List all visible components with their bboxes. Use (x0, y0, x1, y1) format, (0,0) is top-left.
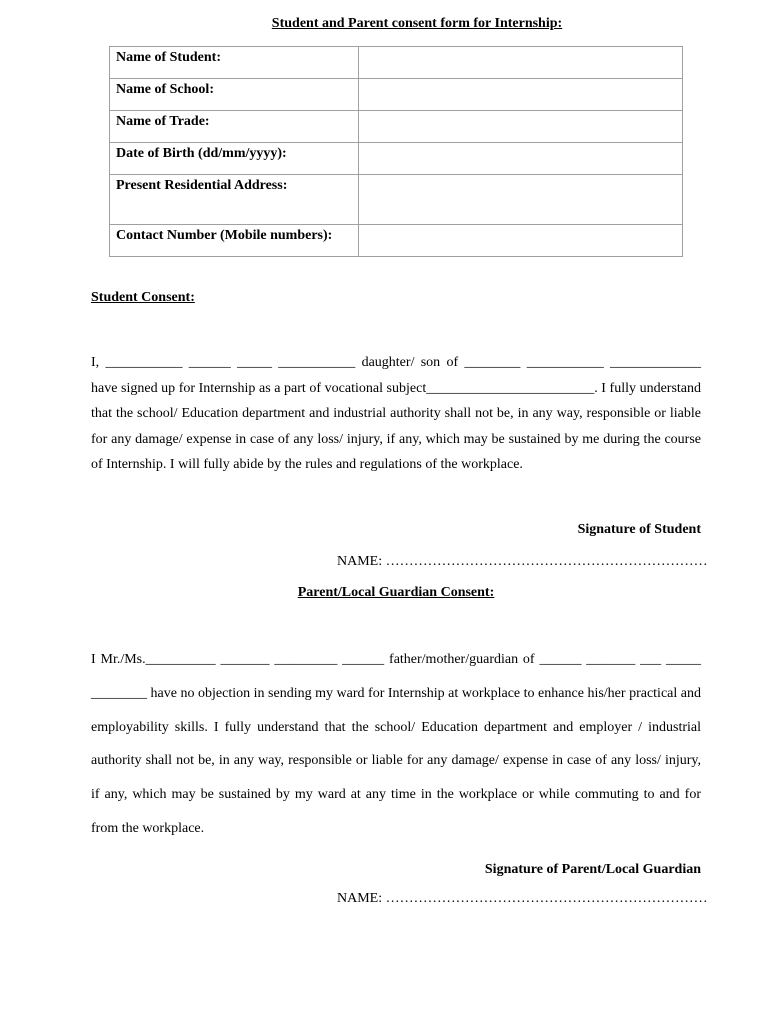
field-label-address: Present Residential Address: (110, 175, 359, 225)
parent-name-line: NAME: …………………………………………………………… (337, 891, 708, 906)
table-row (110, 225, 683, 257)
parent-consent-heading: Parent/Local Guardian Consent: (297, 585, 495, 600)
field-value-trade[interactable] (359, 111, 683, 143)
table-row (110, 47, 683, 79)
field-label-school-name: Name of School: (110, 79, 359, 111)
field-label-trade: Name of Trade: (110, 111, 359, 143)
field-value-school-name[interactable] (359, 79, 683, 111)
field-value-address[interactable] (359, 175, 683, 225)
field-value-student-name[interactable] (359, 47, 683, 79)
field-label-student-name: Name of Student: (110, 47, 359, 79)
field-label-date-of-birth: Date of Birth (dd/mm/yyyy): (110, 143, 359, 175)
student-consent-paragraph: I, ___________ ______ _____ ___________ daughter/ son of ________ ___________ _____________ have signed up for Internship as a part of vocational subject________________________. I fully understand that the school/ Education department and industrial authority shall not be, in any way, responsible or liable for any damage/ expense in case of any loss/ injury, if any, which may be sustained by me during the course of Internship. I will fully abide by the rules and regulations of the workplace. (91, 355, 701, 472)
table-row (110, 111, 683, 143)
table-row (110, 79, 683, 111)
student-name-line: NAME: …………………………………………………………… (337, 554, 708, 569)
field-label-contact-number: Contact Number (Mobile numbers): (110, 225, 359, 257)
student-consent-heading: Student Consent: (91, 290, 195, 305)
student-signature-label: Signature of Student (577, 522, 701, 537)
form-title: Student and Parent consent form for Internship: (271, 16, 563, 31)
field-value-date-of-birth[interactable] (359, 143, 683, 175)
field-value-contact-number[interactable] (359, 225, 683, 257)
parent-consent-paragraph: I Mr./Ms.__________ _______ _________ ______ father/mother/guardian of ______ _______ ___ _____ ________ have no objection in sending my ward for Internship at workplace to enhance his/her practical and employability skills. I fully understand that the school/ Education department and employer / industrial authority shall not be, in any way, responsible or liable for any damage/ expense in case of any loss/ injury, if any, which may be sustained by my ward at any time in the workplace or while commuting to and for from the workplace. (91, 652, 701, 836)
table-row (110, 175, 683, 225)
student-info-table (109, 46, 683, 257)
parent-signature-label: Signature of Parent/Local Guardian (484, 862, 701, 877)
table-row (110, 143, 683, 175)
